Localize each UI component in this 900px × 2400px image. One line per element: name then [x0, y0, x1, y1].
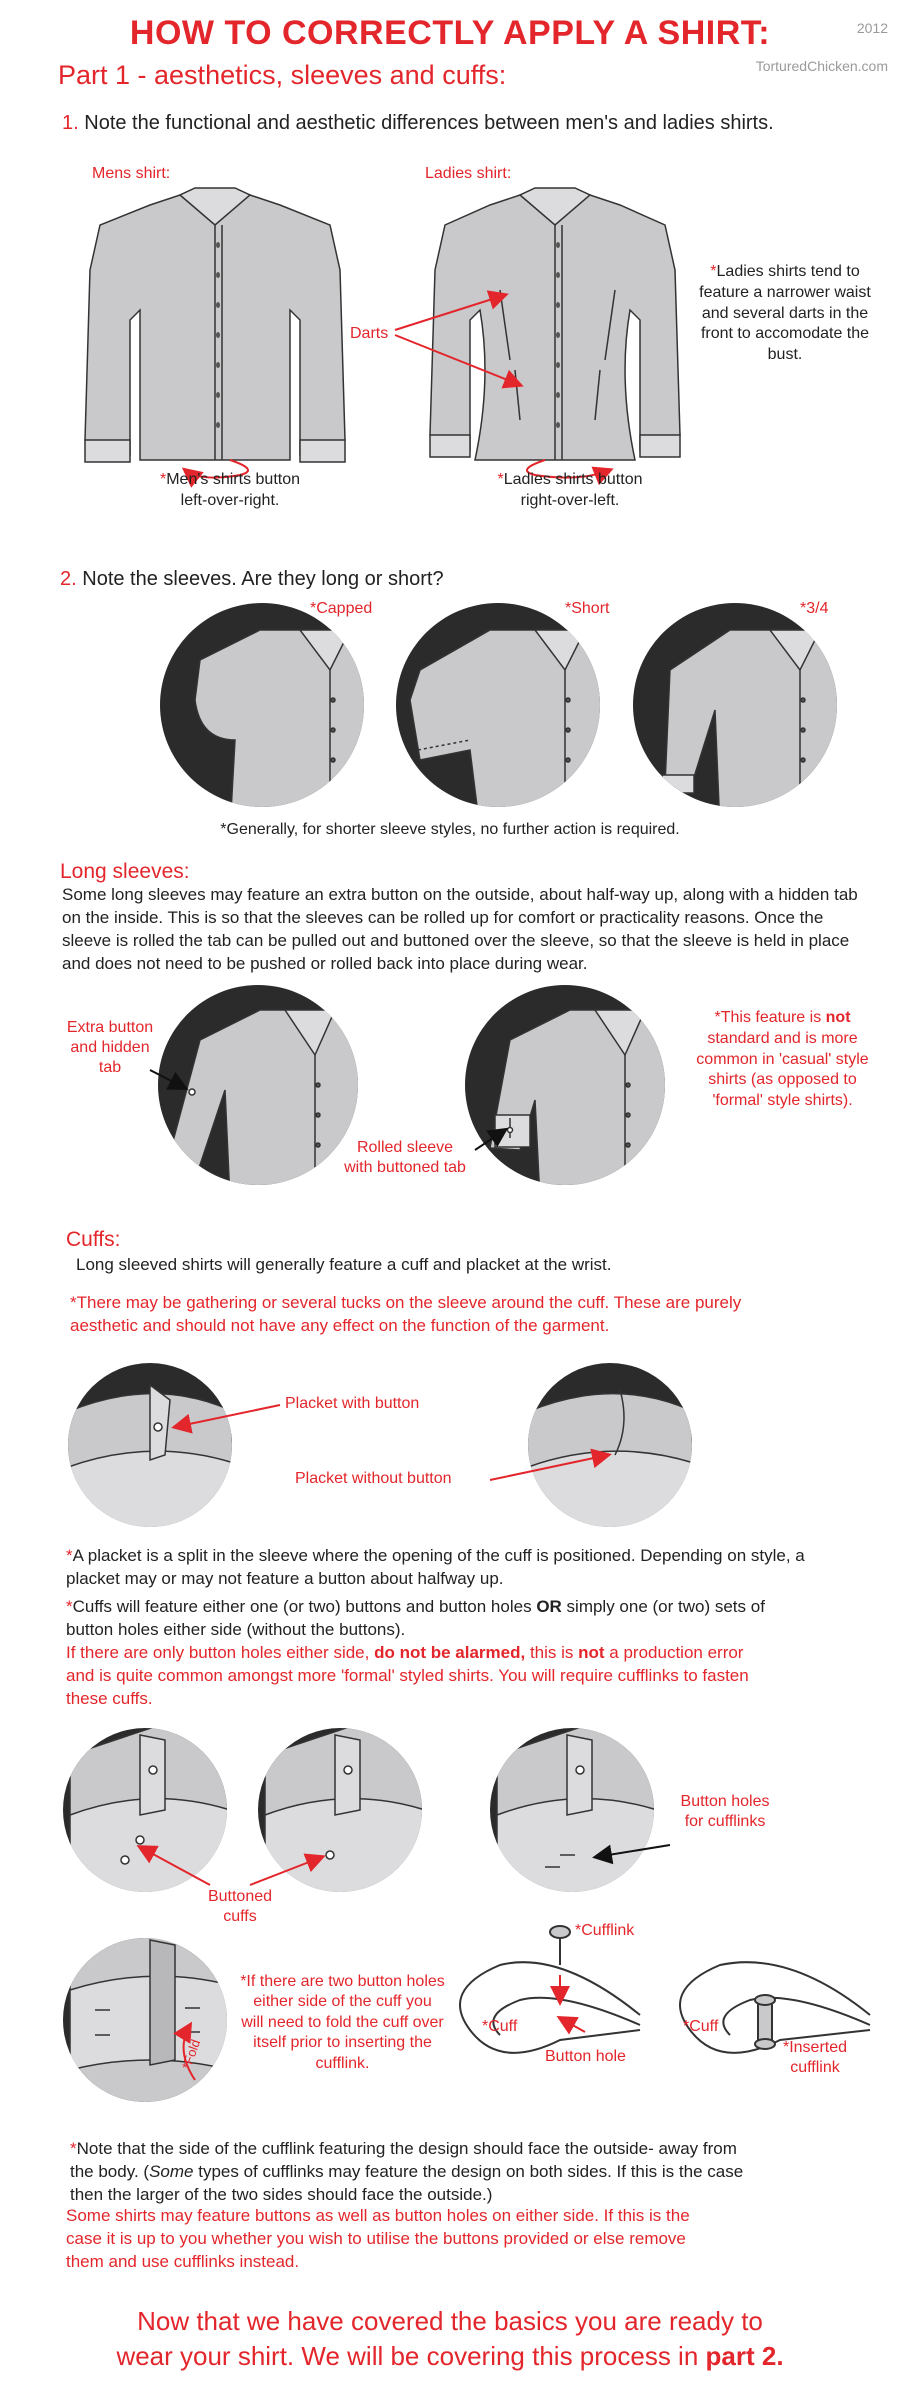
fold-label: *Fold — [178, 2037, 204, 2072]
buttoned-cuffs-label: Buttoned cuffs — [207, 1888, 273, 1925]
cufflink-label: *Cufflink — [575, 1922, 635, 1939]
step2-instruction — [60, 568, 444, 591]
cufflink-intro: *Cuffs will feature either one (or two) buttons and button holes OR simply one (or two) sets of button holes either side (without the buttons). — [66, 1597, 765, 1639]
closing-message: Now that we have covered the basics you are ready to wear your shirt. We will be covering this process in part 2. — [116, 2306, 784, 2372]
three-quarter-sleeve-circle — [633, 603, 850, 820]
cufflink-holes-cuff-circle — [490, 1725, 657, 1895]
extra-button-label: Extra button and hidden tab — [66, 1019, 154, 1076]
darts-label: Darts — [350, 325, 389, 342]
mens-shirt-drawing — [85, 188, 345, 462]
placket-with-button-circle — [60, 1363, 240, 1535]
capped-label: *Capped — [310, 600, 373, 617]
mens-shirt-label: Mens shirt: — [92, 165, 171, 182]
cuffs-intro: Long sleeved shirts will generally feature a cuff and placket at the wrist. — [76, 1255, 612, 1274]
one-button-cuff-circle — [258, 1725, 425, 1895]
step1-number: 1. — [62, 112, 79, 134]
cufflink-holes-label: Button holes for cufflinks — [680, 1793, 770, 1830]
part-heading: Part 1 - aesthetics, sleeves and cuffs: — [58, 60, 507, 90]
placket-illustration — [0, 1355, 900, 1535]
button-hole-label: Button hole — [545, 2048, 626, 2065]
gathering-note: *There may be gathering or several tucks on the sleeve around the cuff. These are purely aesthetic and should not have any effect on the function of the garment. — [70, 1293, 742, 1335]
inserted-cufflink-label: *Inserted cufflink — [782, 2039, 848, 2076]
cufflink-insertion-illustration — [0, 1920, 900, 2130]
sleeve-types-illustration — [0, 590, 900, 820]
ladies-shirt-drawing — [430, 188, 680, 460]
placket-without-button-circle — [520, 1363, 700, 1535]
short-sleeve-note: *Generally, for shorter sleeve styles, no further action is required. — [220, 821, 680, 838]
long-sleeves-paragraph: Some long sleeves may feature an extra button on the outside, about half-way up, along with a hidden tab on the inside. This is so that the sleeves can be rolled up for comfort or practicality reasons. Once the sleeve is rolled the tab can be pulled out and buttoned over the sleeve, so that the sleeve is held in place and does not need to be pushed or rolled back into place during wear. — [62, 885, 858, 973]
long-sleeves-heading: Long sleeves: — [60, 860, 190, 883]
short-label: *Short — [565, 600, 610, 617]
step2-number: 2. — [60, 568, 77, 590]
step1-text: Note the functional and aesthetic differences between men's and ladies shirts. — [84, 112, 774, 134]
short-sleeve-circle — [396, 603, 610, 820]
buttons-and-holes-note: Some shirts may feature buttons as well as button holes on either side. If this is the case it is up to you whether you wish to utilise the buttons provided or else remove them and use cufflinks instead. — [66, 2206, 690, 2271]
ladies-shirt-label: Ladies shirt: — [425, 165, 512, 182]
button-hole-arrow — [560, 2018, 585, 2032]
page-title: HOW TO CORRECTLY APPLY A SHIRT: — [129, 14, 771, 52]
cuff-label-left: *Cuff — [482, 2018, 518, 2035]
placket-without-button-label: Placket without button — [295, 1470, 452, 1487]
capped-sleeve-circle — [160, 603, 380, 820]
step2-text: Note the sleeves. Are they long or short? — [82, 568, 444, 590]
three-quarter-label: *3/4 — [800, 600, 829, 617]
mens-button-note: *Men's shirts button left-over-right. — [159, 471, 300, 509]
cuffs-heading: Cuffs: — [66, 1228, 121, 1251]
placket-with-button-label: Placket with button — [285, 1395, 420, 1412]
cuff-label-right: *Cuff — [683, 2018, 719, 2035]
ladies-waist-note: *Ladies shirts tend to feature a narrower waist and several darts in the front to accomodate the bust. — [699, 263, 871, 364]
cufflink-design-note: *Note that the side of the cufflink featuring the design should face the outside- away from the body. (Some types of cufflinks may feature the design on both sides. If this is the case then the larger of the two sides should face the outside.) — [70, 2139, 744, 2204]
year-label: 2012 — [856, 20, 888, 36]
brand-link[interactable]: TorturedChicken.com — [755, 58, 888, 74]
rolled-sleeve-label: Rolled sleeve with buttoned tab — [344, 1139, 466, 1176]
two-button-cuff-circle — [63, 1725, 230, 1895]
do-not-be-alarmed-note: If there are only button holes either side, do not be alarmed, this is not a production error and is quite common amongst more 'formal' styled shirts. You will require cufflinks to fasten these cuffs. — [66, 1643, 749, 1708]
ladies-button-note: *Ladies shirts button right-over-left. — [497, 471, 643, 509]
fold-cuff-note: *If there are two button holes either side of the cuff you will need to fold the cuff over itself prior to inserting the cufflink. — [240, 1973, 445, 2072]
step1-instruction — [62, 112, 774, 135]
folded-cuff-circle — [63, 1930, 230, 2110]
rolled-tab-circle — [465, 985, 680, 1190]
casual-feature-note: *This feature is not standard and is more common in 'casual' style shirts (as opposed to 'formal' style shirts). — [696, 1009, 869, 1110]
placket-definition: *A placket is a split in the sleeve where the opening of the cuff is positioned. Depending on style, a placket may or may not feature a button about halfway up. — [66, 1546, 805, 1588]
